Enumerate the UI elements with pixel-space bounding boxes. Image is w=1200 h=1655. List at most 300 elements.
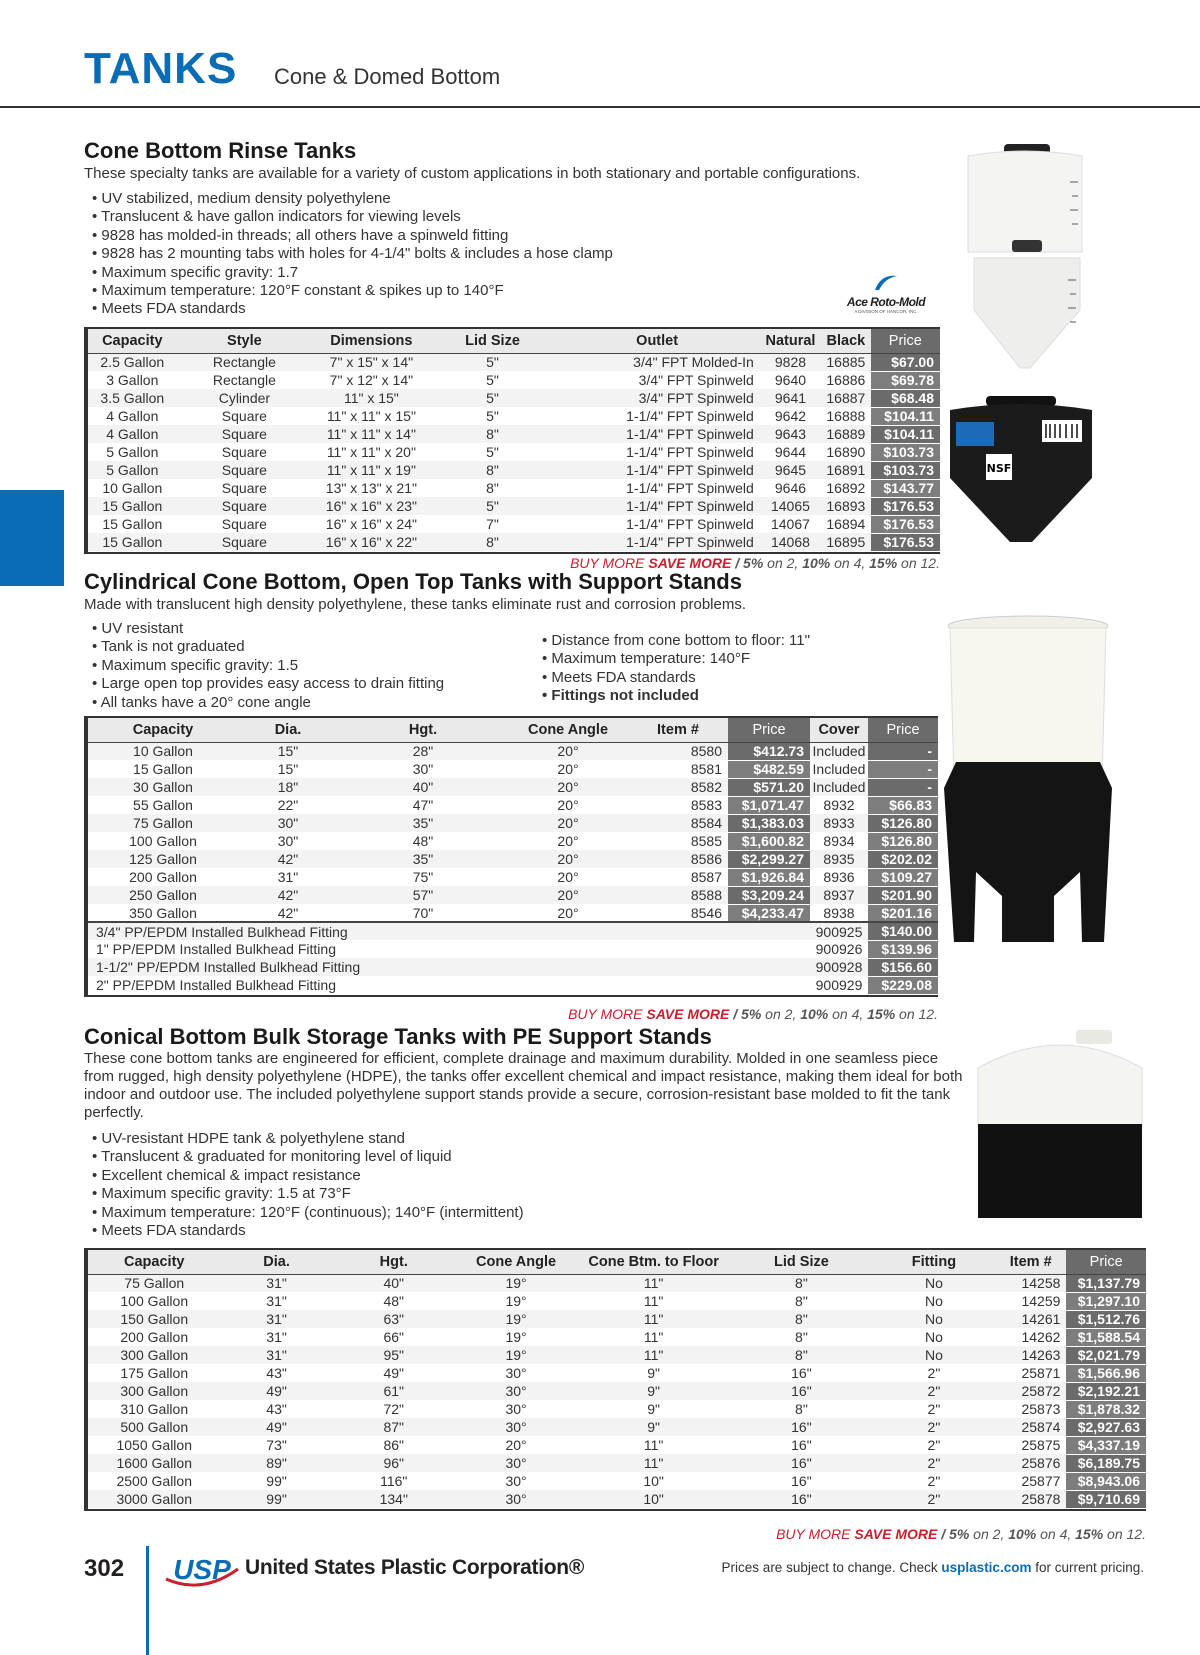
column-header: Natural	[760, 329, 821, 353]
table-cell: 20°	[508, 850, 628, 868]
table-row	[88, 1472, 1146, 1490]
price-cell: $143.77	[871, 479, 940, 497]
table-cell: 20°	[508, 814, 628, 832]
table-cell: 8581	[628, 760, 728, 778]
table-cell: 2"	[873, 1364, 995, 1382]
column-header: Dimensions	[312, 329, 430, 353]
feature-item: • Maximum specific gravity: 1.5	[92, 657, 532, 675]
table-cell: 8"	[730, 1400, 873, 1418]
table-cell: 42"	[238, 850, 338, 868]
table-cell: 16888	[821, 407, 871, 425]
table-cell: 63"	[333, 1310, 455, 1328]
table-row	[88, 1436, 1146, 1454]
feature-item: • Large open top provides easy access to drain fitting	[92, 675, 532, 693]
table-cell: 10"	[577, 1490, 730, 1508]
price-cell: $6,189.75	[1066, 1454, 1146, 1472]
table-cell: 55 Gallon	[88, 796, 238, 814]
table-cell: No	[873, 1310, 995, 1328]
pricing-note-text: Prices are subject to change. Check	[721, 1560, 942, 1575]
fitting-row	[88, 922, 938, 940]
table-cell: 20°	[508, 742, 628, 760]
table-cell: 31"	[238, 868, 338, 886]
table-cell: 20°	[508, 760, 628, 778]
table-cell: 5 Gallon	[88, 443, 177, 461]
table-cell: 5"	[431, 389, 555, 407]
feature-item: • UV resistant	[92, 620, 532, 638]
price-cell: $1,878.32	[1066, 1400, 1146, 1418]
price-cell: -	[868, 760, 938, 778]
price-cell: $201.90	[868, 886, 938, 904]
table-cell: 31"	[221, 1274, 333, 1292]
table-cell: Square	[177, 533, 313, 551]
cone-rinse-intro: These specialty tanks are available for a variety of custom applications in both stationary and portable configurations.	[84, 165, 861, 182]
table-cell: Square	[177, 515, 313, 533]
column-header: Price	[871, 329, 940, 353]
table-cell: Included	[810, 742, 868, 760]
table-cell: 16"	[730, 1454, 873, 1472]
table-cell: 100 Gallon	[88, 1292, 221, 1310]
table-row	[88, 1418, 1146, 1436]
table-cell: 16894	[821, 515, 871, 533]
svg-text:NSF: NSF	[986, 462, 1012, 475]
table-cell: 25877	[995, 1472, 1066, 1490]
price-cell: $156.60	[868, 958, 938, 976]
table-cell: 1-1/4" FPT Spinweld	[554, 497, 759, 515]
table-cell: 16886	[821, 371, 871, 389]
price-cell: $1,137.79	[1066, 1274, 1146, 1292]
price-cell: $412.73	[728, 742, 810, 760]
bulk-storage-intro: These cone bottom tanks are engineered for efficient, complete drainage and maximum durability. Molded in one seamless piece from rugged, high density polyethylene (HDPE), the tanks offer excellent chemical and impact resistance, making them ideal for both indoor and outdoor use. The included polyethylene support stands provide a secure, corrosion-resistant base molded to fit the tank perfectly.	[84, 1050, 963, 1121]
table-cell: 25872	[995, 1382, 1066, 1400]
cone-rinse-title: Cone Bottom Rinse Tanks	[84, 138, 357, 163]
table-cell: 15"	[238, 742, 338, 760]
table-cell: 100 Gallon	[88, 832, 238, 850]
table-cell: 73"	[221, 1436, 333, 1454]
table-cell: Square	[177, 443, 313, 461]
price-cell: $1,297.10	[1066, 1292, 1146, 1310]
table-cell: Square	[177, 425, 313, 443]
table-cell: 5"	[431, 407, 555, 425]
page-section-title: TANKS	[84, 44, 238, 93]
table-cell: 16889	[821, 425, 871, 443]
table-cell: 350 Gallon	[88, 904, 238, 922]
price-cell: $4,233.47	[728, 904, 810, 922]
table-cell: 14261	[995, 1310, 1066, 1328]
promo-text: on 2,	[969, 1526, 1009, 1542]
table-cell: 5"	[431, 353, 555, 371]
table-cell: 48"	[333, 1292, 455, 1310]
column-header: Lid Size	[431, 329, 555, 353]
column-header: Dia.	[221, 1250, 333, 1274]
table-row	[88, 1400, 1146, 1418]
table-cell: 5"	[431, 443, 555, 461]
price-cell: $103.73	[871, 461, 940, 479]
table-cell: 30°	[455, 1400, 577, 1418]
feature-item: • Distance from cone bottom to floor: 11"	[542, 632, 922, 650]
table-row	[88, 1490, 1146, 1508]
table-cell: 19°	[455, 1310, 577, 1328]
price-cell: $176.53	[871, 533, 940, 551]
table-cell: Square	[177, 407, 313, 425]
price-cell: $2,299.27	[728, 850, 810, 868]
table-cell: 2"	[873, 1454, 995, 1472]
table-cell: 1-1/4" FPT Spinweld	[554, 407, 759, 425]
usp-logo	[164, 1551, 240, 1596]
table-cell: Included	[810, 760, 868, 778]
table-cell: Cylinder	[177, 389, 313, 407]
price-cell: $104.11	[871, 407, 940, 425]
table-row	[88, 407, 940, 425]
column-header: Capacity	[88, 1250, 221, 1274]
promo-text: SAVE MORE	[854, 1526, 938, 1542]
table-cell: 8586	[628, 850, 728, 868]
table-cell: 31"	[221, 1310, 333, 1328]
table-cell: 8"	[431, 479, 555, 497]
table-cell: 2.5 Gallon	[88, 353, 177, 371]
promo-text: 15%	[867, 1006, 896, 1022]
table-cell: 9"	[577, 1400, 730, 1418]
table-cell: 11" x 11" x 19"	[312, 461, 430, 479]
promo-text: on 4,	[830, 555, 870, 571]
fitting-item-number: 900929	[810, 976, 868, 994]
column-header: Black	[821, 329, 871, 353]
promo-text: on 2,	[761, 1006, 801, 1022]
column-header: Price	[868, 718, 938, 742]
ace-brand-tagline: A DIVISION OF HANCOR, INC.	[854, 309, 918, 314]
table-cell: 11" x 11" x 14"	[312, 425, 430, 443]
table-cell: 2"	[873, 1472, 995, 1490]
table-cell: 11"	[577, 1454, 730, 1472]
feature-item: • Maximum temperature: 120°F constant & spikes up to 140°F	[92, 282, 852, 300]
table-cell: 8"	[730, 1328, 873, 1346]
table-cell: 75 Gallon	[88, 814, 238, 832]
table-row	[88, 850, 938, 868]
table-cell: 8585	[628, 832, 728, 850]
feature-item: • 9828 has 2 mounting tabs with holes for 4-1/4" bolts & includes a hose clamp	[92, 245, 852, 263]
table-cell: 1-1/4" FPT Spinweld	[554, 461, 759, 479]
table-cell: 87"	[333, 1418, 455, 1436]
table-cell: No	[873, 1346, 995, 1364]
bulk-storage-title: Conical Bottom Bulk Storage Tanks with PE Support Stands	[84, 1024, 712, 1049]
table-cell: 15"	[238, 760, 338, 778]
price-cell: $66.83	[868, 796, 938, 814]
feature-item: • UV stabilized, medium density polyethylene	[92, 190, 852, 208]
table-cell: 11" x 11" x 15"	[312, 407, 430, 425]
price-cell: $1,926.84	[728, 868, 810, 886]
table-cell: 89"	[221, 1454, 333, 1472]
table-cell: 175 Gallon	[88, 1364, 221, 1382]
price-cell: $1,566.96	[1066, 1364, 1146, 1382]
table-row	[88, 796, 938, 814]
table-cell: 49"	[333, 1364, 455, 1382]
promo-text: / 5%	[937, 1526, 970, 1542]
table-cell: 30°	[455, 1490, 577, 1508]
table-cell: Included	[810, 778, 868, 796]
table-cell: 40"	[333, 1274, 455, 1292]
table-row	[88, 425, 940, 443]
price-cell: $1,383.03	[728, 814, 810, 832]
table-cell: 25876	[995, 1454, 1066, 1472]
price-cell: $176.53	[871, 497, 940, 515]
table-cell: 49"	[221, 1418, 333, 1436]
table-cell: 9646	[760, 479, 821, 497]
table-cell: 70"	[338, 904, 508, 922]
table-row	[88, 443, 940, 461]
table-cell: 8583	[628, 796, 728, 814]
column-header: Capacity	[88, 329, 177, 353]
ace-roto-mold-logo	[826, 272, 946, 314]
table-cell: 43"	[221, 1400, 333, 1418]
table-cell: 8"	[431, 425, 555, 443]
table-cell: 9644	[760, 443, 821, 461]
table-row	[88, 904, 938, 922]
table-cell: 20°	[508, 832, 628, 850]
pricing-note-tail: for current pricing.	[1031, 1560, 1144, 1575]
fitting-row	[88, 976, 938, 994]
table-cell: 16" x 16" x 24"	[312, 515, 430, 533]
table-cell: 25875	[995, 1436, 1066, 1454]
table-cell: 16885	[821, 353, 871, 371]
column-header: Cone Btm. to Floor	[577, 1250, 730, 1274]
column-header: Style	[177, 329, 313, 353]
table-cell: 250 Gallon	[88, 886, 238, 904]
promo-text: on 4,	[828, 1006, 868, 1022]
bulk-storage-features	[92, 1130, 792, 1240]
column-header: Fitting	[873, 1250, 995, 1274]
table-cell: 25871	[995, 1364, 1066, 1382]
table-cell: 16"	[730, 1382, 873, 1400]
table-cell: 9640	[760, 371, 821, 389]
price-cell: $229.08	[868, 976, 938, 994]
column-header: Outlet	[554, 329, 759, 353]
table-cell: 19°	[455, 1346, 577, 1364]
table-row	[88, 353, 940, 371]
fitting-name: 3/4" PP/EPDM Installed Bulkhead Fitting	[88, 922, 810, 940]
promo-text: on 12.	[1103, 1526, 1146, 1542]
table-cell: 8934	[810, 832, 868, 850]
table-cell: 30"	[238, 814, 338, 832]
price-cell: $68.48	[871, 389, 940, 407]
table-cell: 7" x 15" x 14"	[312, 353, 430, 371]
table-cell: 9"	[577, 1364, 730, 1382]
table-cell: 30°	[455, 1454, 577, 1472]
price-cell: $176.53	[871, 515, 940, 533]
fitting-row	[88, 940, 938, 958]
promo-text: on 4,	[1036, 1526, 1076, 1542]
price-cell: $4,337.19	[1066, 1436, 1146, 1454]
feature-item: • Maximum temperature: 120°F (continuous); 140°F (intermittent)	[92, 1204, 792, 1222]
table-cell: 2"	[873, 1436, 995, 1454]
table-cell: 3/4" FPT Molded-In	[554, 353, 759, 371]
column-header: Cone Angle	[455, 1250, 577, 1274]
table-cell: No	[873, 1328, 995, 1346]
table-cell: 11"	[577, 1328, 730, 1346]
table-cell: 99"	[221, 1472, 333, 1490]
price-cell: $2,927.63	[1066, 1418, 1146, 1436]
table-cell: 11"	[577, 1274, 730, 1292]
table-cell: 16891	[821, 461, 871, 479]
promo-text: 10%	[800, 1006, 829, 1022]
table-cell: 10"	[577, 1472, 730, 1490]
table-cell: 3000 Gallon	[88, 1490, 221, 1508]
usplastic-link[interactable]: usplastic.com	[941, 1560, 1032, 1575]
table-cell: 16"	[730, 1472, 873, 1490]
promo-text: SAVE MORE	[648, 555, 732, 571]
table-cell: 8"	[730, 1274, 873, 1292]
table-cell: 8"	[730, 1310, 873, 1328]
table-cell: Square	[177, 479, 313, 497]
table-cell: 11"	[577, 1292, 730, 1310]
table-cell: 8546	[628, 904, 728, 922]
table-row	[88, 1346, 1146, 1364]
promo-text: BUY MORE	[570, 555, 649, 571]
table-cell: 16"	[730, 1418, 873, 1436]
table-cell: 300 Gallon	[88, 1346, 221, 1364]
table-row	[88, 371, 940, 389]
table-cell: 3/4" FPT Spinweld	[554, 371, 759, 389]
table-cell: 14068	[760, 533, 821, 551]
price-cell: $8,943.06	[1066, 1472, 1146, 1490]
table-cell: 8"	[730, 1346, 873, 1364]
table-cell: 200 Gallon	[88, 868, 238, 886]
table-cell: 9645	[760, 461, 821, 479]
price-cell: $69.78	[871, 371, 940, 389]
table-cell: 5"	[431, 371, 555, 389]
table-cell: 8938	[810, 904, 868, 922]
promo-text: on 12.	[895, 1006, 938, 1022]
table-cell: 16"	[730, 1364, 873, 1382]
price-cell: $67.00	[871, 353, 940, 371]
footer-rule	[146, 1546, 149, 1655]
feature-item: • UV-resistant HDPE tank & polyethylene stand	[92, 1130, 792, 1148]
promo-text: BUY MORE	[568, 1006, 647, 1022]
table-cell: 16895	[821, 533, 871, 551]
price-cell: $104.11	[871, 425, 940, 443]
price-cell: $1,071.47	[728, 796, 810, 814]
feature-item: • Excellent chemical & impact resistance	[92, 1167, 792, 1185]
table-cell: 9641	[760, 389, 821, 407]
table-cell: 19°	[455, 1328, 577, 1346]
table-cell: 16" x 16" x 23"	[312, 497, 430, 515]
fitting-name: 2" PP/EPDM Installed Bulkhead Fitting	[88, 976, 810, 994]
table-row	[88, 742, 938, 760]
feature-item: • Meets FDA standards	[92, 1222, 792, 1240]
table-row	[88, 778, 938, 796]
price-cell: $1,512.76	[1066, 1310, 1146, 1328]
table-cell: 47"	[338, 796, 508, 814]
table-cell: 28"	[338, 742, 508, 760]
table-cell: 15 Gallon	[88, 760, 238, 778]
table-cell: 1-1/4" FPT Spinweld	[554, 515, 759, 533]
table-row	[88, 868, 938, 886]
promo-text: 10%	[1008, 1526, 1037, 1542]
price-cell: $1,588.54	[1066, 1328, 1146, 1346]
price-cell: $482.59	[728, 760, 810, 778]
table-row	[88, 814, 938, 832]
feature-item: • All tanks have a 20° cone angle	[92, 694, 532, 712]
column-header: Price	[1066, 1250, 1146, 1274]
table-cell: 35"	[338, 850, 508, 868]
table-cell: 86"	[333, 1436, 455, 1454]
table-row	[88, 1292, 1146, 1310]
table-cell: 14065	[760, 497, 821, 515]
table-cell: 10 Gallon	[88, 742, 238, 760]
table-cell: 4 Gallon	[88, 425, 177, 443]
table-cell: 19°	[455, 1292, 577, 1310]
table-cell: 11" x 11" x 20"	[312, 443, 430, 461]
table-cell: 35"	[338, 814, 508, 832]
table-cell: Rectangle	[177, 371, 313, 389]
table-cell: 15 Gallon	[88, 533, 177, 551]
table-cell: 1-1/4" FPT Spinweld	[554, 443, 759, 461]
table-cell: 8937	[810, 886, 868, 904]
table-cell: 7"	[431, 515, 555, 533]
table-cell: 66"	[333, 1328, 455, 1346]
open-top-tank-photo	[944, 612, 1112, 947]
price-cell: $201.16	[868, 904, 938, 922]
table-cell: 2"	[873, 1490, 995, 1508]
table-cell: 16" x 16" x 22"	[312, 533, 430, 551]
svg-text:USP: USP	[173, 1554, 231, 1585]
price-cell: -	[868, 778, 938, 796]
price-cell: $3,209.24	[728, 886, 810, 904]
table-cell: 30"	[338, 760, 508, 778]
table-cell: 19°	[455, 1274, 577, 1292]
table-cell: 8932	[810, 796, 868, 814]
column-header: Cone Angle	[508, 718, 628, 742]
open-top-table	[84, 716, 938, 997]
promo-text: / 5%	[729, 1006, 762, 1022]
table-cell: 25874	[995, 1418, 1066, 1436]
column-header: Item #	[995, 1250, 1066, 1274]
table-row	[88, 1364, 1146, 1382]
feature-item: • Maximum temperature: 140°F	[542, 650, 922, 668]
table-cell: 48"	[338, 832, 508, 850]
price-cell: $126.80	[868, 832, 938, 850]
table-cell: 16887	[821, 389, 871, 407]
table-cell: 116"	[333, 1472, 455, 1490]
company-name: United States Plastic Corporation®	[245, 1556, 584, 1579]
table-cell: 8584	[628, 814, 728, 832]
table-cell: 14262	[995, 1328, 1066, 1346]
feature-item: • Meets FDA standards	[92, 300, 852, 318]
table-cell: 1-1/4" FPT Spinweld	[554, 425, 759, 443]
table-cell: 14258	[995, 1274, 1066, 1292]
table-cell: 7" x 12" x 14"	[312, 371, 430, 389]
table-cell: 99"	[221, 1490, 333, 1508]
bulk-storage-table	[84, 1248, 1146, 1511]
table-cell: 14067	[760, 515, 821, 533]
feature-item: • Translucent & graduated for monitoring level of liquid	[92, 1148, 792, 1166]
ace-swoosh-icon	[871, 272, 901, 294]
table-cell: Rectangle	[177, 353, 313, 371]
table-cell: 31"	[221, 1346, 333, 1364]
feature-item: • 9828 has molded-in threads; all others have a spinweld fitting	[92, 227, 852, 245]
table-cell: 25873	[995, 1400, 1066, 1418]
column-header: Hgt.	[338, 718, 508, 742]
promo-text: 10%	[802, 555, 831, 571]
table-cell: 2500 Gallon	[88, 1472, 221, 1490]
price-cell: $2,021.79	[1066, 1346, 1146, 1364]
promo-text: on 12.	[897, 555, 940, 571]
bulk-storage-tank-photo	[976, 1028, 1146, 1223]
table-cell: 15 Gallon	[88, 497, 177, 515]
open-top-intro: Made with translucent high density polyethylene, these tanks eliminate rust and corrosion problems.	[84, 596, 747, 613]
page-number: 302	[84, 1555, 125, 1582]
table-cell: 8"	[431, 533, 555, 551]
table-cell: 11" x 15"	[312, 389, 430, 407]
table-cell: 20°	[508, 904, 628, 922]
